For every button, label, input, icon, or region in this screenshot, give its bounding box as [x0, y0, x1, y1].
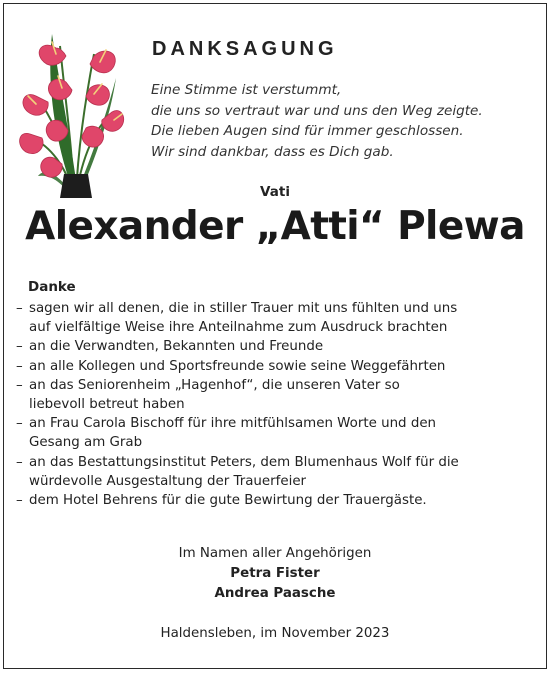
list-item: – an die Verwandten, Bekannten und Freunde — [16, 337, 536, 356]
list-item: – an Frau Carola Bischoff für ihre mitfühlsamen Worte und den Gesang am Grab — [16, 414, 536, 452]
poem — [151, 80, 483, 162]
deceased-name: Alexander „Atti“ Plewa — [25, 204, 525, 249]
poem-line: Eine Stimme ist verstummt, — [151, 82, 342, 98]
poem-line: Die lieben Augen sind für immer geschlossen. — [151, 123, 464, 139]
list-item: – dem Hotel Behrens für die gute Bewirtung der Trauergäste. — [16, 491, 536, 510]
relation-label: Vati — [260, 184, 290, 200]
thanks-heading: Danke — [28, 279, 76, 295]
obituary-notice — [3, 3, 547, 669]
anthurium-flower-icon — [16, 26, 128, 198]
place-date: Haldensleben, im November 2023 — [160, 626, 390, 641]
thanks-list — [16, 299, 536, 510]
signature-block — [4, 544, 546, 604]
poem-line: Wir sind dankbar, dass es Dich gab. — [151, 143, 394, 160]
signatory-name: Petra Fister — [230, 566, 320, 581]
list-item: – an das Bestattungsinstitut Peters, dem Blumenhaus Wolf für die würdevolle Ausgestaltung der Trauerfeier — [16, 453, 536, 491]
signature-intro: Im Namen aller Angehörigen — [178, 546, 372, 561]
signatory-name: Andrea Paasche — [214, 586, 336, 601]
list-item: – an das Seniorenheim „Hagenhof“, die unseren Vater so liebevoll betreut haben — [16, 376, 536, 414]
list-item: – sagen wir all denen, die in stiller Trauer mit uns fühlten und uns auf vielfältige Weise ihre Anteilnahme zum Ausdruck brachten — [16, 299, 536, 337]
poem-line: die uns so vertraut war und uns den Weg zeigte. — [151, 102, 483, 119]
list-item: – an alle Kollegen und Sportsfreunde sowie seine Weggefährten — [16, 357, 536, 376]
page-title: DANKSAGUNG — [152, 38, 338, 60]
